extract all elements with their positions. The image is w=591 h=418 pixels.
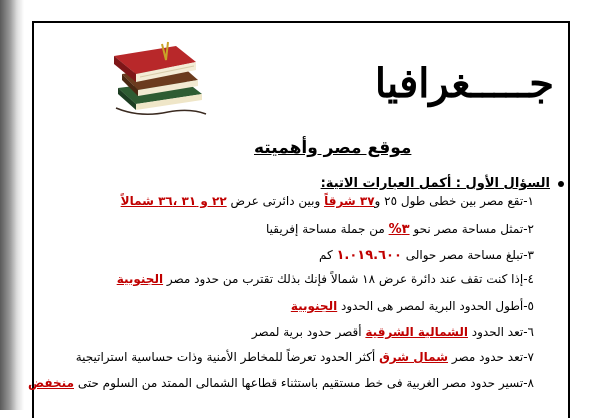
answer: الشمالية الشرقية [365, 325, 468, 339]
document-page [24, 10, 591, 410]
list-item: ٨-تسير حدود مصر الغربية فى خط مستقيم باستثناء قطاعها الشمالى الممتد من السلوم حتى منخفض [28, 376, 534, 390]
answer: الجنوبية [290, 299, 338, 313]
page-title: جـــــغرافيا [374, 60, 554, 107]
list-item: ٣-تبلغ مساحة مصر حوالى ١.٠١٩.٦٠٠ كم [318, 248, 534, 263]
question-heading [320, 176, 564, 191]
bullet-icon [558, 181, 564, 187]
books-illustration [110, 36, 210, 118]
answer: ٣٧ شرقاً [324, 194, 375, 208]
list-item: ١-تقع مصر بين خطى طول ٢٥ و٣٧ شرقاً وبين دائرتى عرض ٢٢ و ٣١ ،٣٦ شمالاً [120, 194, 534, 208]
answer: ٣% [388, 222, 410, 237]
answer: شمال شرق [379, 350, 449, 364]
list-item: ٥-أطول الحدود البرية لمصر هى الحدود الجنوبية [290, 299, 534, 313]
answer: ١.٠١٩.٦٠٠ [336, 248, 402, 263]
section-subtitle: موقع مصر وأهميته [254, 138, 412, 158]
list-item: ٧-تعد حدود مصر شمال شرق أكثر الحدود تعرضاً للمخاطر الأمنية وذات حساسية استراتيجية [75, 350, 534, 364]
list-item: ٢-تمثل مساحة مصر نحو ٣% من جملة مساحة إفريقيا [266, 222, 534, 237]
list-item: ٤-إذا كنت تقف عند دائرة عرض ١٨ شمالاً فإنك بذلك تقترب من حدود مصر الجنوبية [116, 272, 534, 286]
answer: ٢٢ و ٣١ ،٣٦ شمالاً [120, 194, 227, 208]
answer: منخفض [28, 376, 74, 390]
question-label: السؤال الأول : أكمل العبارات الاتية: [320, 176, 550, 191]
answer: الجنوبية [116, 272, 164, 286]
list-item: ٦-تعد الحدود الشمالية الشرقية أقصر حدود برية لمصر [251, 325, 534, 339]
